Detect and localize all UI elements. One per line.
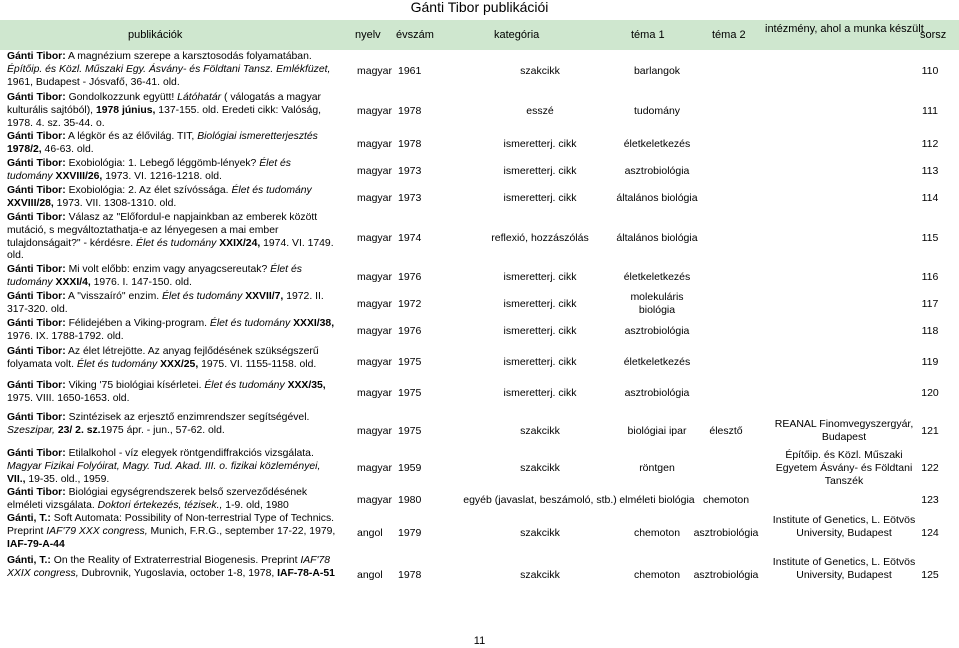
cell-nyelv: magyar xyxy=(357,271,393,283)
cell-ev: 1978 xyxy=(398,569,422,581)
cell-sorsz: 124 xyxy=(921,527,939,539)
cell-sorsz: 123 xyxy=(921,494,939,506)
table-row xyxy=(0,448,959,488)
cell-nyelv: magyar xyxy=(357,425,393,437)
cell-nyelv: magyar xyxy=(357,298,393,310)
cell-ev: 1974 xyxy=(398,232,422,244)
cell-inst: REANAL Finomvegyszergyár, Budapest xyxy=(774,418,914,443)
table-row xyxy=(0,212,959,264)
cell-kat: ismeretterj. cikk xyxy=(503,165,577,177)
publication-citation: Gánti Tibor: A "visszaíró" enzim. Élet és tudomány XXVII/7, 1972. II. 317-320. old. xyxy=(7,291,324,315)
cell-nyelv: angol xyxy=(357,569,383,581)
publication-citation: Gánti Tibor: Etilalkohol - víz elegyek röntgendiffrakciós vizsgálata. Magyar Fizikai Folyóirat, Magy. Tud. Akad. III. o. fizikai közleményei, VII., 19-35. old., 1959. xyxy=(7,448,321,485)
header-tema2: téma 2 xyxy=(712,29,746,41)
table-row xyxy=(0,318,959,344)
header-intezmeny: intézmény, ahol a munka készült xyxy=(765,23,924,35)
cell-t1: általános biológia xyxy=(616,232,698,244)
cell-t1: életkeletkezés xyxy=(623,356,691,368)
publication-citation: Gánti, T.: Soft Automata: Possibility of Non-terrestrial Type of Technics. Preprint IAF'79 XXX congress, Munich, F.R.G., september 17-22, 1979, IAF-79-A-44 xyxy=(7,513,336,550)
cell-ev: 1975 xyxy=(398,356,422,368)
table-row xyxy=(0,555,959,595)
cell-nyelv: angol xyxy=(357,527,383,539)
table-row xyxy=(0,380,959,406)
cell-sorsz: 114 xyxy=(921,192,939,204)
publication-citation: Gánti Tibor: Exobiológia: 2. Az élet szívóssága. Élet és tudomány XXVIII/28, 1973. VII. 1308-1310. old. xyxy=(7,185,312,209)
cell-sorsz: 112 xyxy=(921,138,939,150)
cell-ev: 1975 xyxy=(398,387,422,399)
publication-citation: Gánti Tibor: Mi volt előbb: enzim vagy anyagcsereutak? Élet és tudomány XXXI/4, 1976. I. 147-150. old. xyxy=(7,264,302,288)
cell-t1: molekuláris biológia xyxy=(630,291,684,316)
table-row xyxy=(0,51,959,91)
cell-t1: biológiai ipar xyxy=(627,425,687,437)
cell-inst: Építőip. és Közl. Műszaki Egyetem Ásvány- és Földtani Tanszék xyxy=(775,448,913,487)
header-tema1: téma 1 xyxy=(631,29,665,41)
cell-sorsz: 117 xyxy=(921,298,939,310)
table-header xyxy=(0,20,959,50)
publication-citation: Gánti Tibor: Félidejében a Viking-program. Élet és tudomány XXXI/38, 1976. IX. 1788-1792. old. xyxy=(7,318,335,342)
cell-kat: szakcikk xyxy=(520,527,560,539)
cell-t1: tudomány xyxy=(633,105,681,117)
header-nyelv: nyelv xyxy=(355,29,381,41)
cell-ev: 1980 xyxy=(398,494,422,506)
cell-sorsz: 122 xyxy=(921,462,939,474)
cell-ev: 1975 xyxy=(398,425,422,437)
cell-sorsz: 116 xyxy=(921,271,939,283)
cell-kat: szakcikk xyxy=(520,65,560,77)
table-row xyxy=(0,158,959,184)
cell-nyelv: magyar xyxy=(357,387,393,399)
publication-citation: Gánti Tibor: A magnézium szerepe a karsztosodás folyamatában. Építőip. és Közl. Műszaki Egy. Ásvány- és Földtani Tansz. Emlékfüzet, 1961, Budapest - Jósvafő, 36-41. old. xyxy=(7,51,331,88)
cell-ev: 1973 xyxy=(398,165,422,177)
cell-ev: 1976 xyxy=(398,271,422,283)
table-row xyxy=(0,131,959,157)
cell-kat: ismeretterj. cikk xyxy=(503,325,577,337)
cell-kat: esszé xyxy=(526,105,554,117)
cell-t1: elméleti biológia xyxy=(619,494,695,506)
cell-kat: szakcikk xyxy=(520,425,560,437)
cell-ev: 1978 xyxy=(398,138,422,150)
cell-t1: asztrobiológia xyxy=(624,165,690,177)
publication-citation: Gánti Tibor: Szintézisek az erjesztő enzimrendszer segítségével. Szeszipar, 23/ 2. sz.1975 ápr. - jun., 57-62. old. xyxy=(7,412,310,436)
cell-ev: 1978 xyxy=(398,105,422,117)
publication-citation: Gánti Tibor: Gondolkozzunk együtt! Látóhatár ( válogatás a magyar kulturális sajtóból), 1978 június, 137-155. old. Eredeti cikk: Valóság, 1978. 4. sz. 35-44. o. xyxy=(7,92,322,129)
cell-ev: 1959 xyxy=(398,462,422,474)
cell-sorsz: 119 xyxy=(921,356,939,368)
cell-sorsz: 111 xyxy=(922,105,938,117)
publication-citation: Gánti Tibor: Viking '75 biológiai kísérletei. Élet és tudomány XXX/35, 1975. VIII. 1650-1653. old. xyxy=(7,380,326,404)
cell-t1: röntgen xyxy=(639,462,675,474)
cell-sorsz: 118 xyxy=(921,325,939,337)
cell-kat: ismeretterj. cikk xyxy=(503,356,577,368)
cell-nyelv: magyar xyxy=(357,494,393,506)
cell-ev: 1961 xyxy=(398,65,422,77)
cell-sorsz: 125 xyxy=(921,569,939,581)
cell-t1: chemoton xyxy=(633,527,681,539)
table-row xyxy=(0,412,959,450)
cell-nyelv: magyar xyxy=(357,165,393,177)
cell-sorsz: 121 xyxy=(921,425,939,437)
cell-kat: ismeretterj. cikk xyxy=(503,138,577,150)
table-row xyxy=(0,487,959,513)
cell-t1: életkeletkezés xyxy=(623,138,691,150)
cell-ev: 1973 xyxy=(398,192,422,204)
cell-t2: élesztő xyxy=(709,425,743,437)
cell-t1: asztrobiológia xyxy=(624,325,690,337)
publication-citation: Gánti Tibor: A légkör és az élővilág. TIT, Biológiai ismeretterjesztés 1978/2, 46-63. old. xyxy=(7,131,318,155)
table-row xyxy=(0,92,959,130)
table-row xyxy=(0,291,959,317)
cell-inst: Institute of Genetics, L. Eötvös University, Budapest xyxy=(772,513,916,539)
cell-t1: chemoton xyxy=(633,569,681,581)
cell-kat: egyéb (javaslat, beszámoló, stb.) xyxy=(463,494,617,506)
header-evszam: évszám xyxy=(396,29,434,41)
cell-nyelv: magyar xyxy=(357,325,393,337)
cell-nyelv: magyar xyxy=(357,105,393,117)
cell-nyelv: magyar xyxy=(357,138,393,150)
header-kategoria: kategória xyxy=(494,29,540,41)
cell-kat: ismeretterj. cikk xyxy=(503,192,577,204)
cell-sorsz: 110 xyxy=(921,65,939,77)
publication-citation: Gánti Tibor: Válasz az "Előfordul-e napjainkban az emberek között mutáció, s megváltoztathatja-e az lényegesen a mai ember tulajdonságait?" - kérdésre. Élet és tudomány XXIX/24, 1974. VI. 1749. old. xyxy=(7,212,334,262)
table-row xyxy=(0,346,959,378)
cell-t1: barlangok xyxy=(633,65,681,77)
cell-kat: ismeretterj. cikk xyxy=(503,387,577,399)
cell-nyelv: magyar xyxy=(357,65,393,77)
cell-ev: 1976 xyxy=(398,325,422,337)
cell-ev: 1972 xyxy=(398,298,422,310)
header-sorsz: sorsz xyxy=(920,29,947,41)
cell-sorsz: 120 xyxy=(921,387,939,399)
cell-kat: reflexió, hozzászólás xyxy=(491,232,589,244)
cell-sorsz: 115 xyxy=(921,232,939,244)
publication-citation: Gánti Tibor: Biológiai egységrendszerek belső szerveződésének elméleti vizsgálata. Doktori értekezés, tézisek., 1-9. old, 1980 xyxy=(7,487,308,511)
cell-t1: általános biológia xyxy=(616,192,698,204)
cell-t2: asztrobiológia xyxy=(693,527,759,539)
cell-sorsz: 113 xyxy=(921,165,939,177)
cell-t2: chemoton xyxy=(702,494,750,506)
cell-t1: asztrobiológia xyxy=(624,387,690,399)
cell-nyelv: magyar xyxy=(357,192,393,204)
cell-kat: ismeretterj. cikk xyxy=(503,298,577,310)
cell-inst: Institute of Genetics, L. Eötvös University, Budapest xyxy=(772,555,916,581)
publication-citation: Gánti, T.: On the Reality of Extraterrestrial Biogenesis. Preprint IAF'78 XXIX congress, Dubrovnik, Yugoslavia, october 1-8, 1978, IAF-78-A-51 xyxy=(7,555,335,579)
cell-nyelv: magyar xyxy=(357,462,393,474)
table-row xyxy=(0,513,959,553)
header-publikaciok: publikációk xyxy=(128,29,183,41)
page-number: 11 xyxy=(473,635,486,647)
cell-nyelv: magyar xyxy=(357,232,393,244)
table-row xyxy=(0,185,959,211)
cell-kat: szakcikk xyxy=(520,569,560,581)
cell-ev: 1979 xyxy=(398,527,422,539)
cell-kat: ismeretterj. cikk xyxy=(503,271,577,283)
publication-citation: Gánti Tibor: Exobiológia: 1. Lebegő léggömb-lények? Élet és tudomány XXVIII/26, 1973. VI. 1216-1218. old. xyxy=(7,158,291,182)
publication-citation: Gánti Tibor: Az élet létrejötte. Az anyag fejlődésének szükségszerű folyamata volt. Élet és tudomány XXX/25, 1975. VI. 1155-1158. old. xyxy=(7,346,319,370)
cell-t1: életkeletkezés xyxy=(623,271,691,283)
page-title: Gánti Tibor publikációi xyxy=(410,0,549,15)
cell-kat: szakcikk xyxy=(520,462,560,474)
cell-nyelv: magyar xyxy=(357,356,393,368)
cell-t2: asztrobiológia xyxy=(693,569,759,581)
table-row xyxy=(0,264,959,290)
